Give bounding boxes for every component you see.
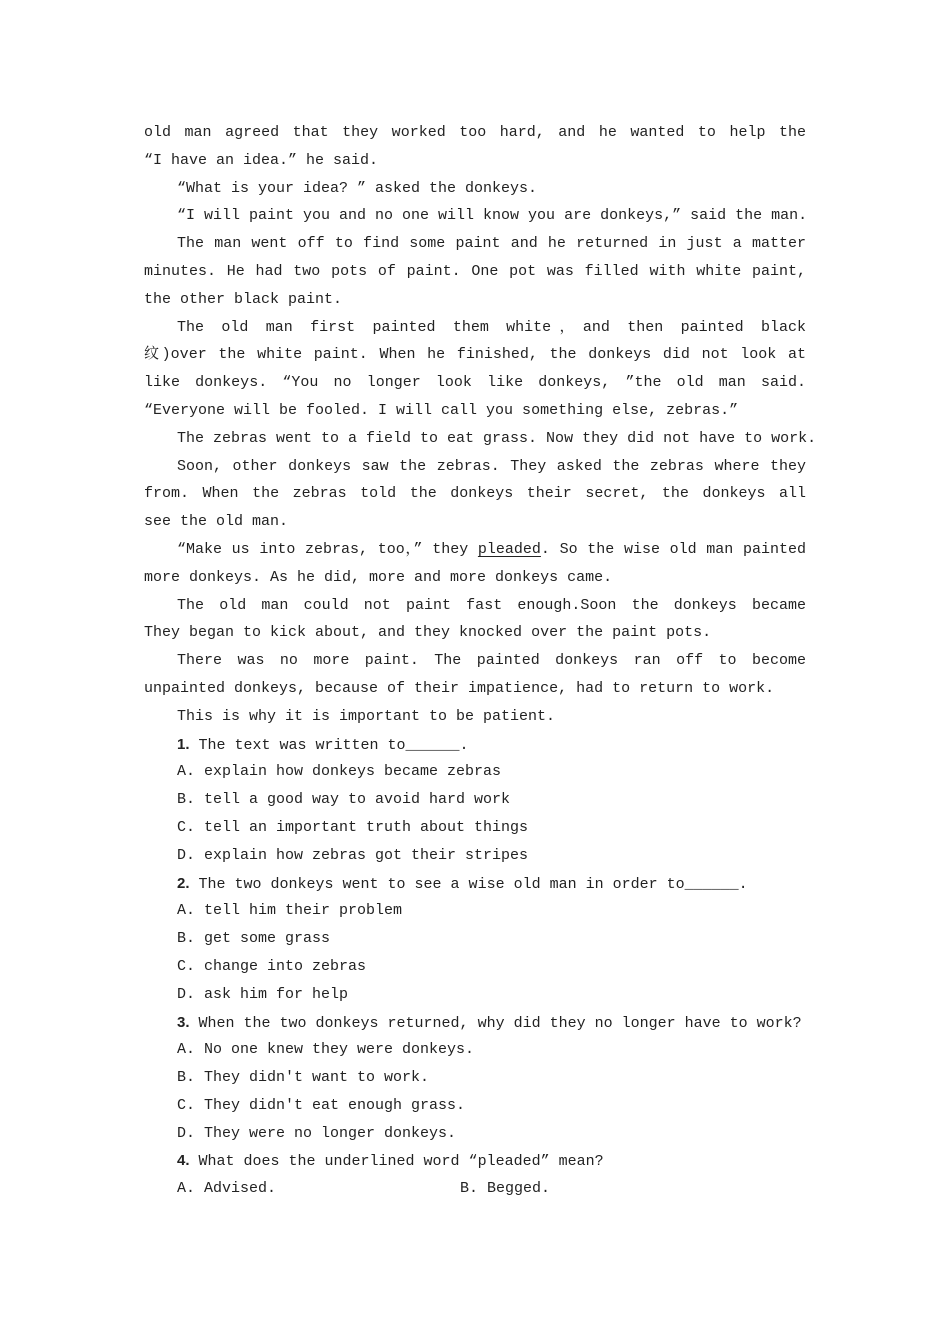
question-number: 3. — [177, 1013, 190, 1031]
story-section-continued — [144, 564, 806, 731]
story-line-pleaded: “Make us into zebras, too，” they pleaded. So the wise old man painted — [177, 540, 806, 558]
question-stem — [144, 731, 806, 759]
story-line: like donkeys. “You no longer look like donkeys, ”the old man said. — [144, 374, 806, 392]
question-option: C. change into zebras — [177, 957, 367, 975]
story-line: old man agreed that they worked too hard, and he wanted to help the — [144, 124, 806, 141]
question-text: When the two donkeys returned, why did they no longer have to work? — [189, 1014, 802, 1032]
question-text: The text was written to______. — [189, 736, 469, 754]
document-text — [144, 119, 817, 1203]
story-line: “I have an idea.” he said. — [144, 151, 379, 169]
question-option: A. No one knew they were donkeys. — [177, 1041, 475, 1059]
question-text: The two donkeys went to see a wise old man in order to______. — [189, 875, 748, 893]
question-4-options — [144, 1175, 806, 1203]
story-line: 纹)over the white paint. When he finished, the donkeys did not look at — [144, 346, 806, 364]
story-line: The zebras went to a field to eat grass. Now they did not have to work. — [177, 429, 817, 447]
question-option: D. They were no longer donkeys. — [177, 1124, 457, 1142]
story-line: see the old man. — [144, 513, 289, 531]
story-line: Soon, other donkeys saw the zebras. They asked the zebras where they — [177, 457, 806, 475]
question-option: D. ask him for help — [177, 985, 349, 1003]
question-option: B. tell a good way to avoid hard work — [177, 791, 511, 809]
story-line: There was no more paint. The painted donkeys ran off to become — [177, 652, 806, 670]
question-stem — [144, 1009, 806, 1037]
story-line: more donkeys. As he did, more and more donkeys came. — [144, 568, 613, 586]
option-b: B. Begged. — [460, 1180, 551, 1198]
story-line: “What is your idea? ” asked the donkeys. — [177, 179, 538, 197]
story-line: The old man first painted them white，and then painted black — [177, 318, 806, 336]
question-number: 2. — [177, 874, 190, 892]
story-line: from. When the zebras told the donkeys their secret, the donkeys all — [144, 485, 806, 503]
story-line: The man went off to find some paint and he returned in just a matter — [177, 235, 806, 253]
question-option: B. They didn't want to work. — [177, 1069, 430, 1087]
underlined-word-pleaded: pleaded — [477, 540, 541, 558]
story-section — [144, 119, 817, 536]
question-option: C. tell an important truth about things — [177, 818, 529, 836]
story-line: “I will paint you and no one will know you are donkeys,” said the man. — [177, 207, 808, 225]
story-line: This is why it is important to be patient. — [177, 707, 556, 725]
question-option: D. explain how zebras got their stripes — [177, 846, 529, 864]
option-a: A. Advised. — [177, 1180, 277, 1198]
story-line: unpainted donkeys, because of their impatience, had to return to work. — [144, 679, 775, 697]
story-line: minutes. He had two pots of paint. One pot was filled with white paint, — [144, 262, 806, 280]
story-line: They began to kick about, and they knocked over the paint pots. — [144, 624, 712, 642]
question-stem — [144, 870, 806, 898]
question-option: C. They didn't eat enough grass. — [177, 1096, 466, 1114]
story-line: the other black paint. — [144, 290, 343, 308]
question-option: B. get some grass — [177, 930, 331, 948]
story-line: The old man could not paint fast enough.Soon the donkeys became — [177, 596, 806, 614]
questions-section — [144, 731, 806, 1148]
question-number: 1. — [177, 735, 190, 753]
question-4-stem: 4. What does the underlined word “pleaded” mean? — [177, 1152, 604, 1171]
question-option: A. explain how donkeys became zebras — [177, 763, 502, 781]
question-option: A. tell him their problem — [177, 902, 403, 920]
story-line: “Everyone will be fooled. I will call you something else, zebras.” — [144, 401, 739, 419]
